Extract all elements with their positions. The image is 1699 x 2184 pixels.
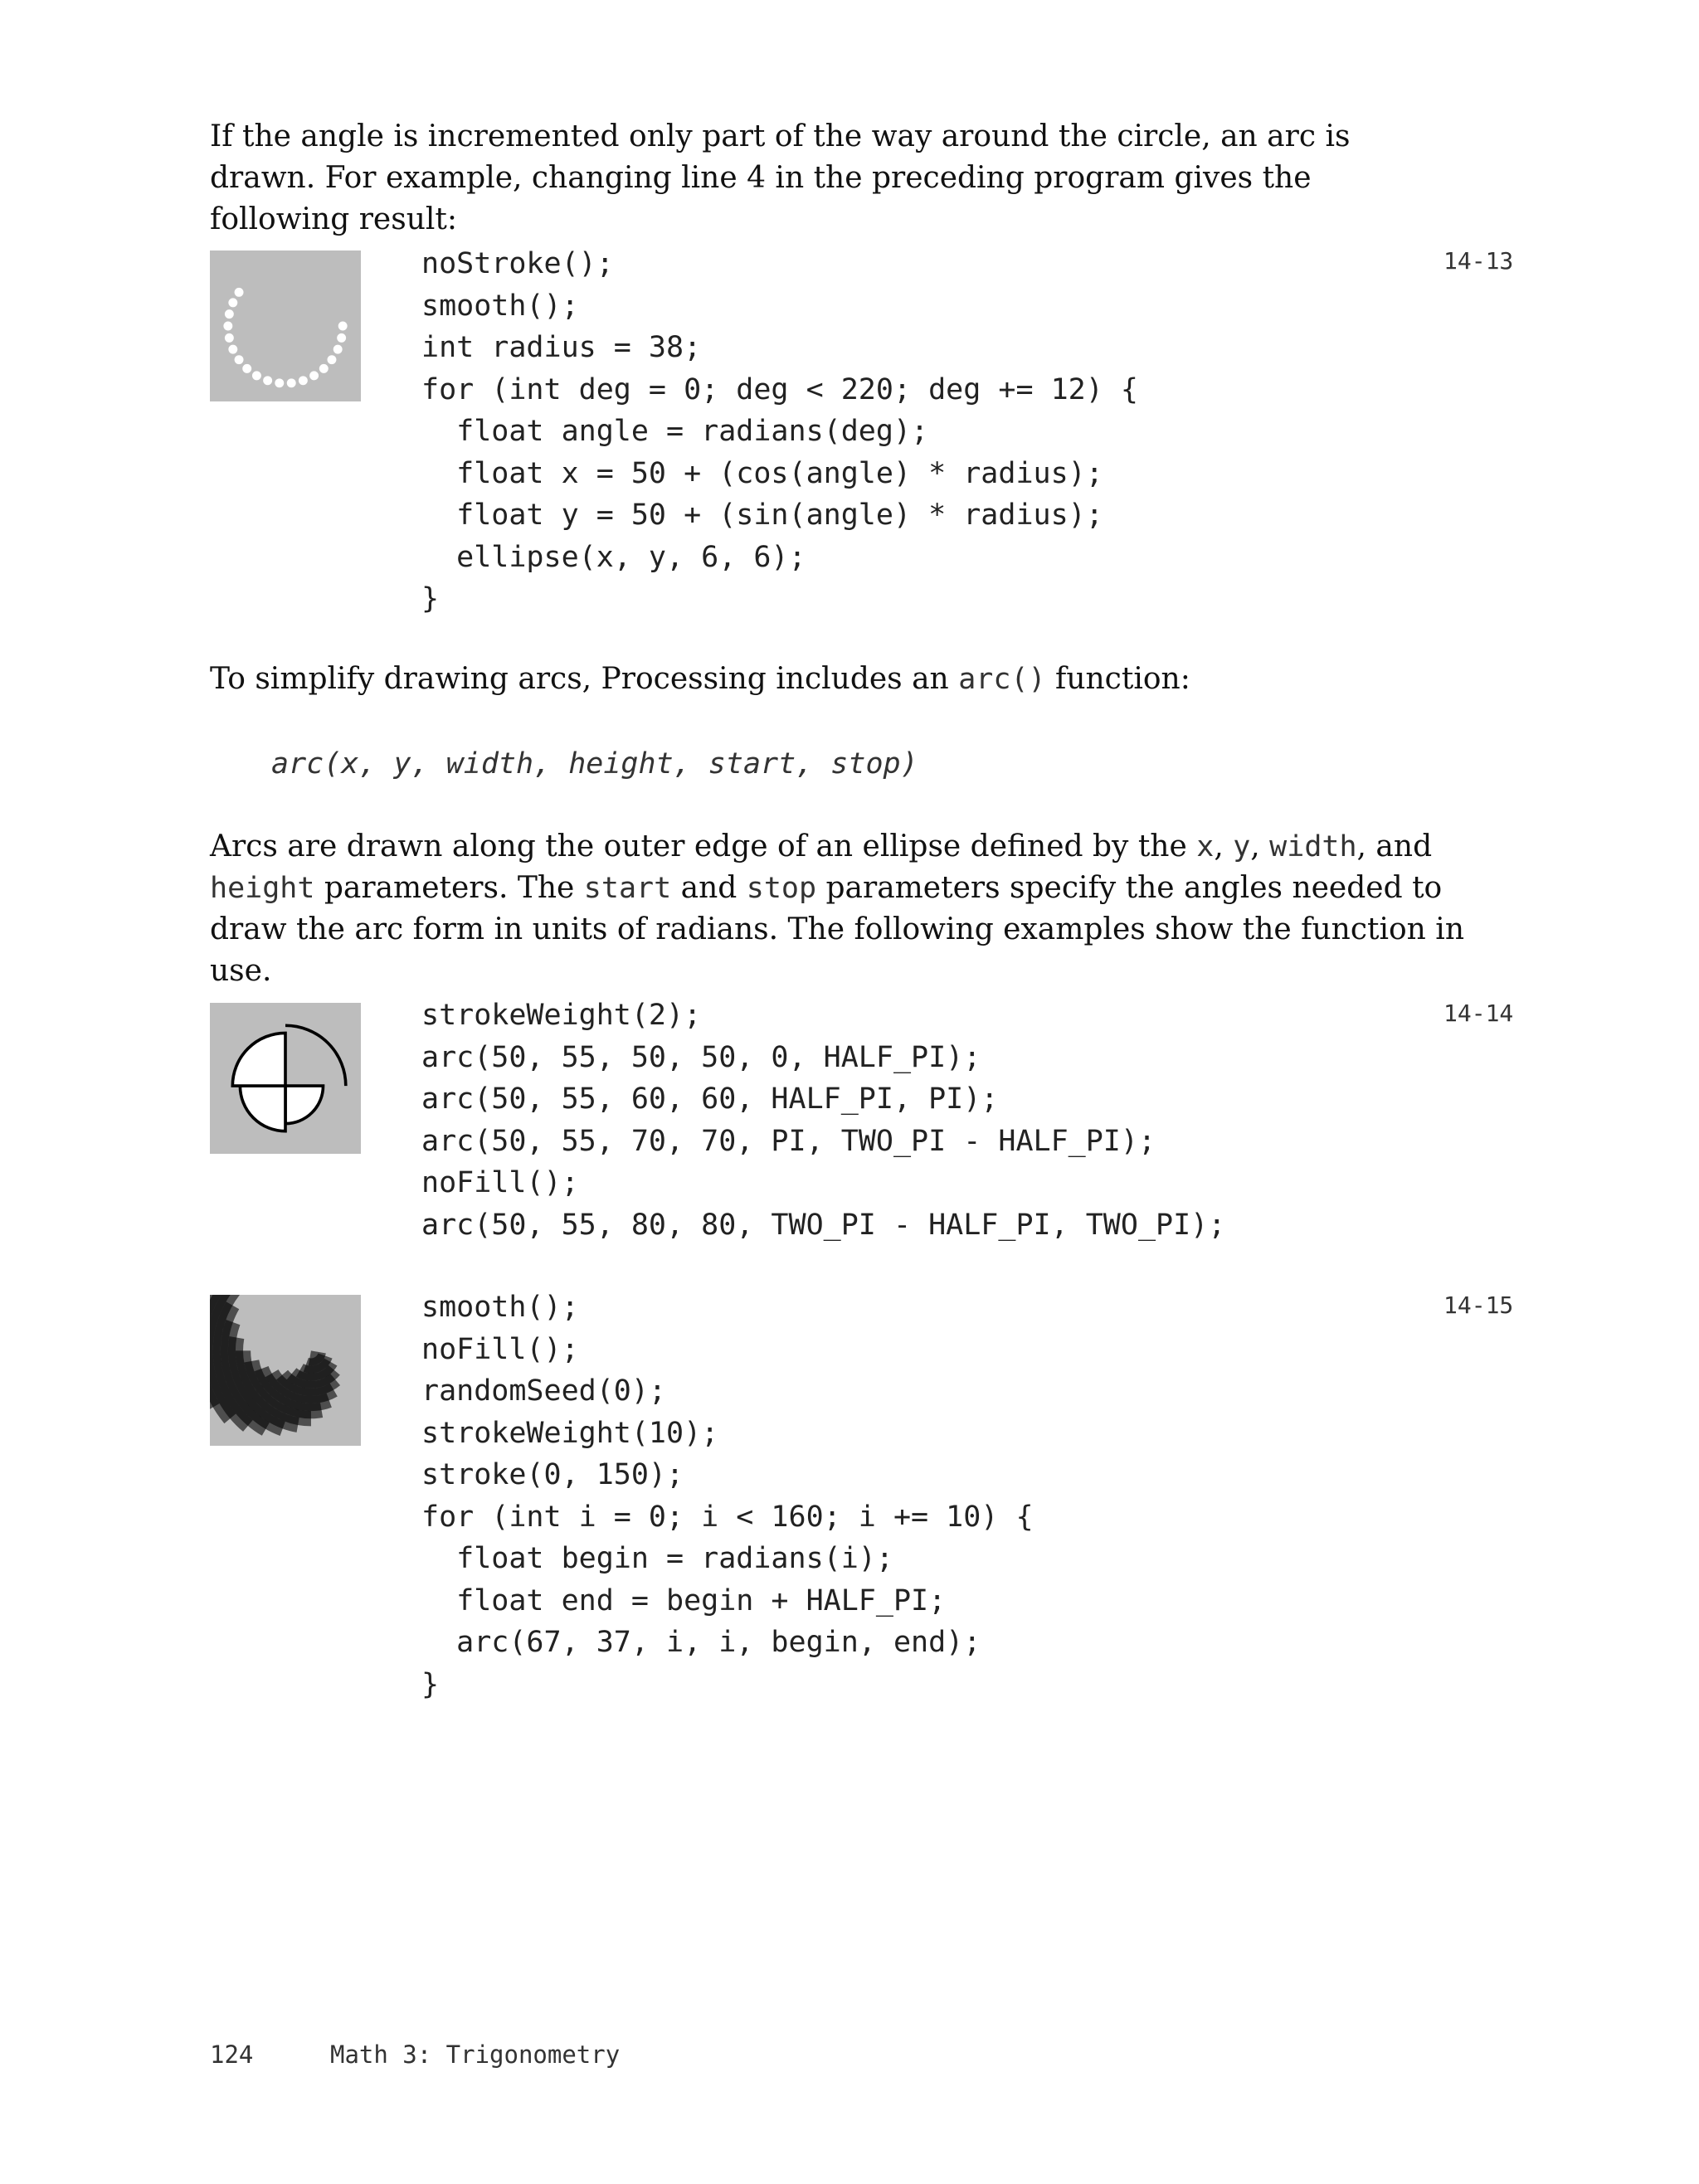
code-line: smooth();: [421, 289, 579, 323]
dot: [225, 333, 234, 343]
arc-intro-paragraph: [210, 659, 1454, 700]
arc-quadrants-image: [210, 1003, 361, 1154]
dot: [228, 345, 237, 354]
arc-intro-text-end: function:: [1045, 662, 1190, 696]
code-line: }: [421, 1667, 440, 1701]
code-line: noFill();: [421, 1332, 579, 1366]
code-line: for (int deg = 0; deg < 220; deg += 12) {: [421, 372, 1138, 406]
arc-intro-text: To simplify drawing arcs, Processing includes an: [210, 662, 959, 696]
param-width: width: [1269, 830, 1357, 863]
code-line: arc(50, 55, 70, 70, PI, TWO_PI - HALF_PI);: [421, 1124, 1156, 1158]
dot: [337, 333, 346, 343]
example-14-14-sketch: [210, 1003, 361, 1154]
code-line: randomSeed(0);: [421, 1374, 667, 1408]
code-line: float y = 50 + (sin(angle) * radius);: [421, 499, 1103, 532]
arc-signature: arc(x, y, width, height, start, stop): [271, 747, 918, 781]
dot: [252, 371, 261, 380]
example-number: 14-14: [1443, 1000, 1514, 1027]
explanation-text: and: [671, 871, 747, 905]
explanation-text: Arcs are drawn along the outer edge of an ellipse defined by the: [210, 829, 1197, 863]
separator: , and: [1356, 829, 1433, 863]
chapter-title: Math 3: Trigonometry: [330, 2041, 621, 2069]
code-line: arc(50, 55, 80, 80, TWO_PI - HALF_PI, TWO_PI);: [421, 1208, 1226, 1242]
arc-explanation-paragraph: [210, 826, 1471, 992]
code-line: float begin = radians(i);: [421, 1542, 893, 1575]
dot: [287, 378, 296, 387]
dot: [228, 298, 237, 307]
example-number: 14-13: [1443, 247, 1514, 275]
example-number: 14-15: [1443, 1291, 1514, 1319]
code-line: arc(50, 55, 50, 50, 0, HALF_PI);: [421, 1040, 981, 1074]
code-line: stroke(0, 150);: [421, 1458, 684, 1491]
code-line: strokeWeight(2);: [421, 999, 702, 1032]
separator: ,: [1250, 829, 1270, 863]
code-line: }: [421, 582, 440, 615]
code-line: strokeWeight(10);: [421, 1416, 719, 1450]
intro-paragraph: [210, 116, 1454, 241]
param-y: y: [1233, 830, 1251, 863]
dot: [275, 378, 284, 387]
arc-shape: [285, 1086, 324, 1124]
explanation-text: parameters. The: [314, 871, 584, 905]
param-height: height: [210, 872, 315, 905]
arc-shape: [232, 1033, 285, 1086]
code-line: float end = begin + HALF_PI;: [421, 1583, 947, 1617]
dot: [225, 309, 234, 319]
example-14-13-sketch: [210, 251, 361, 401]
code-line: arc(50, 55, 60, 60, HALF_PI, PI);: [421, 1082, 999, 1116]
arc-shape: [285, 1025, 346, 1086]
spiral-arcs-image: [210, 1295, 361, 1446]
arc-shape: [240, 1086, 285, 1131]
example-14-15-sketch: [210, 1295, 361, 1446]
dot: [319, 364, 329, 373]
dot: [333, 345, 343, 354]
code-line: noFill();: [421, 1166, 579, 1199]
separator: ,: [1214, 829, 1234, 863]
arc-function-code: arc(): [958, 663, 1046, 696]
code-line: for (int i = 0; i < 160; i += 10) {: [421, 1500, 1034, 1534]
dot: [338, 322, 348, 331]
example-14-15-code: [421, 1287, 1034, 1705]
example-14-13-code: [421, 243, 1138, 620]
explanation-text: parameters specify the angles needed to draw the arc form in units of radians. The following examples show the function in use.: [210, 871, 1464, 988]
code-line: noStroke();: [421, 247, 614, 280]
param-x: x: [1196, 830, 1215, 863]
intro-text: If the angle is incremented only part of the way around the circle, an arc is drawn. For example, changing line 4 in the preceding program gives the following result:: [210, 119, 1351, 236]
dot: [235, 288, 244, 297]
code-line: float x = 50 + (cos(angle) * radius);: [421, 456, 1103, 490]
code-line: int radius = 38;: [421, 331, 702, 364]
dot: [327, 355, 336, 364]
code-line: arc(67, 37, i, i, begin, end);: [421, 1626, 981, 1659]
dot: [223, 322, 232, 331]
code-line: smooth();: [421, 1291, 579, 1324]
example-14-14-code: [421, 995, 1225, 1246]
dot: [299, 376, 308, 385]
param-stop: stop: [746, 872, 817, 905]
dot: [263, 376, 272, 385]
dotted-arc-image: [210, 251, 361, 401]
param-start: start: [583, 872, 672, 905]
dot: [309, 371, 319, 380]
code-line: float angle = radians(deg);: [421, 415, 929, 448]
dot: [235, 355, 244, 364]
dot: [242, 364, 251, 373]
code-line: ellipse(x, y, 6, 6);: [421, 540, 806, 574]
page-number: 124: [210, 2041, 254, 2069]
